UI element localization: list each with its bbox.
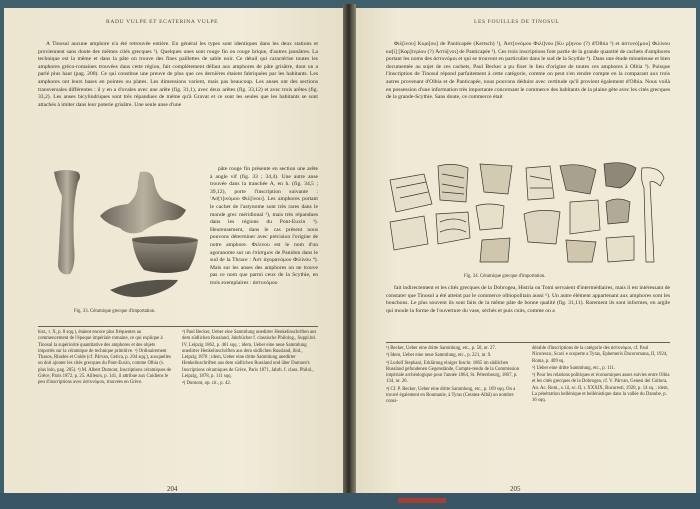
- sherd-14: [606, 199, 630, 224]
- right-footnotes-col2: dérable d'inscriptions de la catégorie des ἀστυνόμοι, cf. Paul Nicorescu, Scavi e scoperte a Tyras, Ephemeris Dacoromana, II, 1924, Roma, p. 409 sq. ⁵) Ueber eine dritte Sammlung, etc., p. 111. ⁶) Pour les relations politiques et économiques assez suivies entre Olbia et les cités grecques de la Dobrogea, cf. V. Pârvan, Genesi dei Cultura, An. Ac. Rom., s. iii, sc. II, t. XXXIX, Bucuresti, 1920, p. 14 sq. ; idem, La pénétration hellénique et hellénistique dans la vallée du Danube, p. 16 sqq.: [532, 346, 670, 404]
- scanner-background-strip: [0, 493, 700, 509]
- sherd-11: [570, 200, 600, 234]
- sherd-12: [566, 240, 596, 262]
- book-gutter: [343, 4, 356, 505]
- sherd-10: [560, 165, 596, 194]
- sherd-1: [390, 174, 432, 212]
- handle-drawing: [641, 168, 664, 262]
- left-text-column: pâte rouge fin présente en section une arête à angle vif (fig. 33 ; 34,4). Une autre anse trouvée dans la tranchée A, en h. (fig. 34,5 ; 39,12), porte l'inscription suivante : ʹΑσ[τ]ινόμου Φιλ[ίνου]. Les amphores portant le cachet de l'astynome sont très rares dans le monde grec méridional ²), mais très répandues dans les régions du Pont-Euxin ³). Heureusement, dans le cas présent nous pouvons déterminer avec précision l'origine de notre amphore. Φιλίνου est le nom d'un agoranome sur un ἐπίσημον de Panidon dans le sud de la Thrace : Ἀστ ἀγορανόμου Φιλίνου ⁴). Mais sur les anses des amphores on ne trouve pas ce nom que parmi ceux de la Scythie, en trois exemplaires : ἀστυνόμου: [210, 166, 318, 286]
- page-number-left: 204: [167, 485, 178, 493]
- right-text-middle: fait indirectement et les cités grecques de la Dobrogea, Histria ou Tomi servaient d'intermédiaires, mais il est intéressant de constater que Tinosul a été atteint par le commerce olbiopolitain aussi ⁶). Un autre élément appartenant aux amphores sont les bouchons. Le plus souvent ils sont faits de la même pâte de bonne qualité (fig. 31,11). Rarement ils sont informes, en argile qui moule la forme de l'ouverture du vase, séchés et puis cuits, comme on a: [386, 285, 670, 314]
- page-number-right: 205: [510, 485, 521, 493]
- amphora-neck-shape: [100, 172, 186, 234]
- running-head-left: RADU VULPE ET ECATERINA VULPE: [106, 19, 219, 25]
- scan-marker: [398, 498, 446, 503]
- sherd-9: [524, 210, 560, 244]
- sherd-8: [526, 166, 554, 200]
- left-footnotes-col1: hist., t. X, p. 8 sqq.), étaient encore plus fréquentes au commencement de l'époque impériale romaine, ce qui explique à Tinosul la supériorité quantitative des amphores et des objets importés sur la céramique de technique primitive. ¹) Ordinairement Thasos, Rhodes et Cnide (cf. Pârvan, Getica, p. 204 sqq.), auxquelles on doit ajouter les cités grecques du Pont-Euxin, comme Olbia (v. plus loin, pag. 205). ²) M. Albert Dumont, Inscriptions céramiques de Grèce, Paris 1872, p. 25. Ailleurs, p. 141, il attribue aux Cnidiens le peu d'inscriptions avec ἀστυνόμου, trouvées en Grèce.: [38, 330, 172, 386]
- figure-33-illustration: [48, 166, 224, 306]
- figure-33-caption: Fig. 33. Céramique grecque d'importation.: [74, 309, 156, 314]
- sherd-13: [604, 163, 636, 188]
- right-text-top: Φιλ[ίνου] Κυρί[ου] de Panticapée (Kertsch) ¹), Ἀστ[υνόμου Φιλί]νου [Κυ ρ]ηνου (?) d'Olbia ²) et ἀστυνό[μου] Φιλίνου κα[ὶ] [Καρ]τερίου (?) Ἀστύ[νοι] de Panticapée ³). Ces trois inscriptions font partie de la grande quantité de cachets d'amphores portant les noms des ἀστυνόμοι et qui se trouvent en particulier dans le sud de la Scythie ⁴). Dans une étude minutieuse et bien documentée au sujet de ces cachets, Paul Becker a pu fixer le lieu d'origine de toutes ces amphores à Olbia ⁵). Puisque l'inscription de Tinosul répond parfaitement à cette catégorie, comme on peut s'en rendre compte en la comparant aux trois autres provenant d'Olbia et de Panticapée, nous pouvons déduire avec certitude qu'il provient également d'Olbia. Nous voilà en possession d'une information très importante concernant le commerce des habitants de la plaine gète avec les cités grecques de la grande-Scythie. Sans doute, ce commerce était: [386, 41, 670, 101]
- figure-34-caption: Fig. 34. Céramique grecque d'importation.: [464, 274, 546, 279]
- figure-34-illustration: [384, 158, 672, 270]
- left-text-top: A Tinosul aucune amphore n'a été retrouvée entière. En général les types sont identiques dans les deux stations et proviennent sans doute des mêmes cités grecques ¹). Quelques unes sont rouge fin ou rouge brique, d'autres jaunâtres. La technique est la même et dans la pâte on trouve des fines paillettes de sable noir. Ce détail qui caractérise toutes les amphores gréco-romaines trouvées dans cette région, fait complètement défaut aux amphores de pâte grisâtre, dont on a parlé plus haut (pag. 200). Ce qui constitue une preuve de plus que ces dernières étaient fabriquées par les habitants. Les amphores ont leurs bases en pointes ou plates. Les dimensions varient, mais pas beaucoup. Les anses ont des sections transversales différentes : il y en a d'ovales avec une arête (fig. 31,1), avec deux arêtes (fig. 33,12) et avec trois arêtes (fig. 33,2). Les anses bicylindriques sont très répandues de même qu'à Gravat et ce sont les seules que les habitants se sont attachés à imiter dans leur poterie grisâtre. Une seule anse d'une: [38, 41, 318, 108]
- sherd-15: [606, 236, 634, 262]
- sherd-2: [390, 216, 428, 250]
- footnote-rule-left: [38, 326, 318, 327]
- sherd-7: [480, 238, 510, 262]
- running-head-right: LES FOUILLES DE TINOSUL: [474, 19, 560, 25]
- right-page: [356, 8, 696, 501]
- sherd-6: [476, 204, 504, 230]
- amphora-handle-shape: [54, 170, 80, 274]
- sherd-3: [438, 164, 468, 202]
- footnote-rule-right: [386, 342, 670, 343]
- right-footnotes-col1: ¹) Becker, Ueber eine dritte Sammlung, etc., p. 50, nr. 27. ²) Idem, Ueber eine neue Sammlung, etc., p. 221, nr. 9. ³) Ludolf Stephani, Erklärung einiger Inschr. 1865 im südlichen Russland gefundenen Gegenstände, Compte-rendu de la Commission impériale archéologique pour l'année 1864, St. Pétersbourg, 1867, p. 134, nr. 26. ⁴) Cf. P. Becker, Ueber eine dritte Sammlung, etc., p. 169 sqq. On a trouvé également en Roumanie, à Tyras (Cetatea-Albă) un nombre consi-: [386, 346, 520, 405]
- left-page: [4, 8, 343, 501]
- sherd-5: [480, 164, 512, 194]
- sherd-4: [436, 212, 470, 244]
- sherd-shape: [110, 280, 178, 297]
- left-footnotes-col2: ³) Paul Becker, Ueber eine Sammlung unedirter Henkelinschriften aus dem südlichen Russland, Jahrbücher f. classische Philolog., Suppl.bd. IV, Leipzig 1862, p. 461 sqq. ; idem, Ueber eine neue Sammlung unedirter Henkelinschriften aus dem südlichen Russland, ibid., Leipzig 1878 ; idem, Ueber eine dritte Sammlung unedirter Henkelinschriften aus dem südlichen Russland und über Dumont's Inscriptions céramiques de Grèce, Paris 1871, Jahrb. f. class. Philol., Leipzig, 1878, p. 111 sqq. ⁴) Dumont, op. cit., p. 42.: [182, 330, 317, 387]
